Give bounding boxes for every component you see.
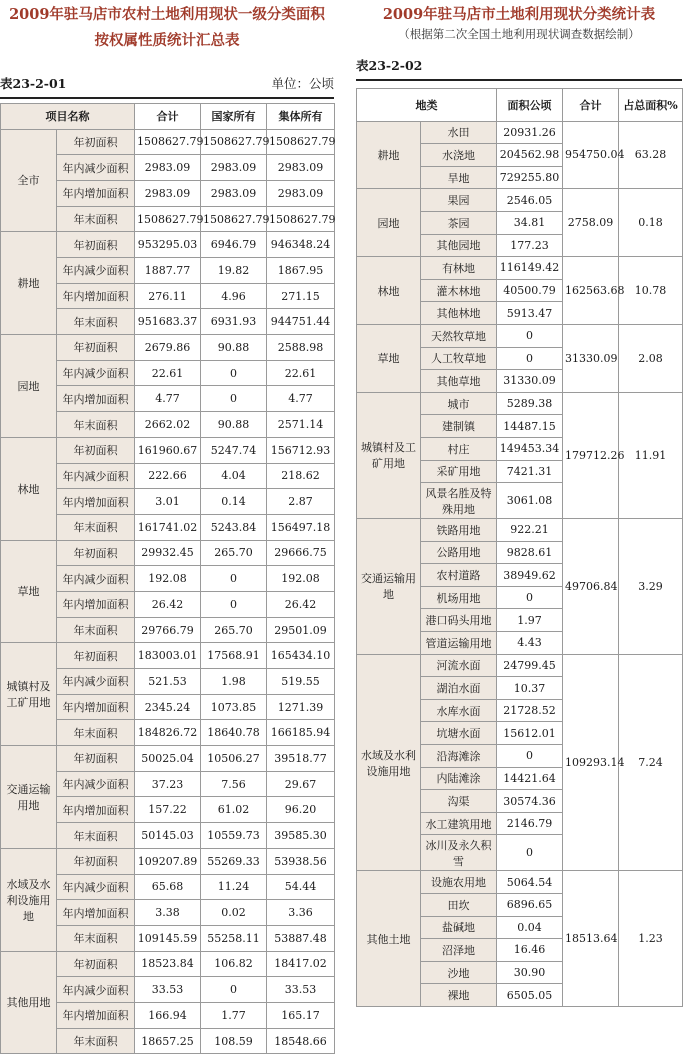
subtype-cell: 有林地 [421,257,497,280]
item-cell: 年初面积 [57,540,135,566]
subtype-cell: 天然牧草地 [421,324,497,347]
value-cell: 166185.94 [267,720,335,746]
value-cell: 39518.77 [267,746,335,772]
item-cell: 年初面积 [57,643,135,669]
subtype-cell: 风景名胜及特殊用地 [421,483,497,519]
subtype-cell: 河流水面 [421,654,497,677]
table-row [1,746,335,772]
area-cell: 9828.61 [497,541,563,564]
right-header-cell: 合计 [563,88,619,121]
area-cell: 30.90 [497,961,563,984]
item-cell: 年初面积 [57,951,135,977]
item-cell: 年末面积 [57,925,135,951]
value-cell: 276.11 [135,283,201,309]
category-cell: 草地 [1,540,57,643]
value-cell: 2345.24 [135,694,201,720]
category-cell: 耕地 [357,121,421,189]
category-cell: 其他用地 [1,951,57,1054]
percent-cell: 0.18 [619,189,683,257]
value-cell: 50145.03 [135,823,201,849]
left-header-row [1,103,335,129]
left-header-cell: 集体所有 [267,103,335,129]
value-cell: 18548.66 [267,1028,335,1054]
value-cell: 1073.85 [201,694,267,720]
table-row [1,335,335,361]
subtype-cell: 水浇地 [421,144,497,167]
subtype-cell: 沿海滩涂 [421,745,497,768]
subtype-cell: 人工牧草地 [421,347,497,370]
value-cell: 0.02 [201,900,267,926]
value-cell: 90.88 [201,412,267,438]
subtype-cell: 灌木林地 [421,279,497,302]
left-title-line2: 按权属性质统计汇总表 [94,32,240,49]
area-cell: 922.21 [497,519,563,542]
value-cell: 29.67 [267,771,335,797]
value-cell: 6946.79 [201,232,267,258]
left-meta [0,72,334,94]
value-cell: 22.61 [267,360,335,386]
area-cell: 0 [497,347,563,370]
value-cell: 18640.78 [201,720,267,746]
subtype-cell: 村庄 [421,437,497,460]
value-cell: 4.77 [135,386,201,412]
area-cell: 4.43 [497,632,563,655]
area-cell: 204562.98 [497,144,563,167]
value-cell: 106.82 [201,951,267,977]
subtype-cell: 铁路用地 [421,519,497,542]
value-cell: 165.17 [267,1002,335,1028]
value-cell: 18657.25 [135,1028,201,1054]
value-cell: 156497.18 [267,514,335,540]
value-cell: 33.53 [135,977,201,1003]
value-cell: 5243.84 [201,514,267,540]
value-cell: 4.77 [267,386,335,412]
subtype-cell: 采矿用地 [421,460,497,483]
value-cell: 11.24 [201,874,267,900]
value-cell: 53887.48 [267,925,335,951]
subtype-cell: 坑塘水面 [421,722,497,745]
table-row [1,232,335,258]
total-cell: 31330.09 [563,324,619,392]
value-cell: 2983.09 [135,180,201,206]
percent-cell: 1.23 [619,871,683,1007]
item-cell: 年末面积 [57,309,135,335]
table-row [1,129,335,155]
area-cell: 0 [497,324,563,347]
subtype-cell: 沙地 [421,961,497,984]
subtype-cell: 沟渠 [421,790,497,813]
percent-cell: 3.29 [619,519,683,655]
item-cell: 年内增加面积 [57,489,135,515]
value-cell: 1887.77 [135,258,201,284]
left-panel [0,0,334,1054]
value-cell: 3.01 [135,489,201,515]
category-cell: 水域及水利设施用地 [1,848,57,951]
value-cell: 90.88 [201,335,267,361]
value-cell: 1271.39 [267,694,335,720]
area-cell: 5913.47 [497,302,563,325]
percent-cell: 11.91 [619,392,683,518]
value-cell: 22.61 [135,360,201,386]
right-panel [356,0,682,1007]
value-cell: 4.04 [201,463,267,489]
area-cell: 14421.64 [497,767,563,790]
value-cell: 1508627.79 [135,206,201,232]
item-cell: 年末面积 [57,720,135,746]
subtype-cell: 茶园 [421,211,497,234]
area-cell: 6896.65 [497,894,563,917]
value-cell: 946348.24 [267,232,335,258]
area-cell: 40500.79 [497,279,563,302]
subtype-cell: 管道运输用地 [421,632,497,655]
value-cell: 65.68 [135,874,201,900]
area-cell: 0.04 [497,916,563,939]
table-row [357,519,683,542]
value-cell: 29932.45 [135,540,201,566]
area-cell: 31330.09 [497,370,563,393]
value-cell: 2983.09 [201,180,267,206]
category-cell: 其他土地 [357,871,421,1007]
item-cell: 年末面积 [57,206,135,232]
value-cell: 55269.33 [201,848,267,874]
subtype-cell: 盐碱地 [421,916,497,939]
area-cell: 2546.05 [497,189,563,212]
value-cell: 55258.11 [201,925,267,951]
item-cell: 年内增加面积 [57,1002,135,1028]
value-cell: 165434.10 [267,643,335,669]
value-cell: 6931.93 [201,309,267,335]
value-cell: 192.08 [267,566,335,592]
value-cell: 109145.59 [135,925,201,951]
subtype-cell: 冰川及永久积雪 [421,835,497,871]
right-header-cell: 地类 [357,88,497,121]
area-cell: 15612.01 [497,722,563,745]
value-cell: 183003.01 [135,643,201,669]
item-cell: 年末面积 [57,617,135,643]
left-title-line1: 2009年驻马店市农村土地利用现状一级分类面积 [9,6,325,23]
subtype-cell: 设施农用地 [421,871,497,894]
area-cell: 16.46 [497,939,563,962]
left-header-cell: 项目名称 [1,103,135,129]
value-cell: 29501.09 [267,617,335,643]
value-cell: 18523.84 [135,951,201,977]
total-cell: 49706.84 [563,519,619,655]
value-cell: 109207.89 [135,848,201,874]
table-row [1,643,335,669]
area-cell: 5289.38 [497,392,563,415]
value-cell: 166.94 [135,1002,201,1028]
subtype-cell: 田坎 [421,894,497,917]
subtype-cell: 湖泊水面 [421,677,497,700]
area-cell: 0 [497,586,563,609]
value-cell: 2679.86 [135,335,201,361]
subtype-cell: 水田 [421,121,497,144]
item-cell: 年内减少面积 [57,669,135,695]
item-cell: 年内增加面积 [57,694,135,720]
total-cell: 954750.04 [563,121,619,189]
value-cell: 218.62 [267,463,335,489]
value-cell: 0 [201,386,267,412]
value-cell: 1508627.79 [267,129,335,155]
value-cell: 157.22 [135,797,201,823]
value-cell: 161741.02 [135,514,201,540]
value-cell: 29666.75 [267,540,335,566]
value-cell: 521.53 [135,669,201,695]
item-cell: 年内减少面积 [57,771,135,797]
value-cell: 33.53 [267,977,335,1003]
item-cell: 年初面积 [57,848,135,874]
total-cell: 109293.14 [563,654,619,871]
value-cell: 0 [201,977,267,1003]
value-cell: 61.02 [201,797,267,823]
value-cell: 2983.09 [135,155,201,181]
value-cell: 3.38 [135,900,201,926]
value-cell: 1508627.79 [267,206,335,232]
value-cell: 2983.09 [267,180,335,206]
area-cell: 6505.05 [497,984,563,1007]
subtype-cell: 机场用地 [421,586,497,609]
value-cell: 10506.27 [201,746,267,772]
area-cell: 3061.08 [497,483,563,519]
subtype-cell: 城市 [421,392,497,415]
category-cell: 交通运输用地 [357,519,421,655]
value-cell: 944751.44 [267,309,335,335]
value-cell: 265.70 [201,540,267,566]
table-row [357,121,683,144]
area-cell: 34.81 [497,211,563,234]
value-cell: 2983.09 [267,155,335,181]
table-row [357,392,683,415]
area-cell: 5064.54 [497,871,563,894]
right-header-cell: 占总面积% [619,88,683,121]
right-header-row [357,88,683,121]
value-cell: 3.36 [267,900,335,926]
table-row [1,848,335,874]
category-cell: 林地 [1,437,57,540]
value-cell: 37.23 [135,771,201,797]
value-cell: 0 [201,360,267,386]
category-cell: 园地 [357,189,421,257]
subtype-cell: 内陆滩涂 [421,767,497,790]
subtype-cell: 港口码头用地 [421,609,497,632]
value-cell: 156712.93 [267,437,335,463]
value-cell: 953295.03 [135,232,201,258]
subtype-cell: 水工建筑用地 [421,812,497,835]
subtype-cell: 果园 [421,189,497,212]
area-cell: 0 [497,835,563,871]
item-cell: 年初面积 [57,232,135,258]
value-cell: 0 [201,566,267,592]
item-cell: 年末面积 [57,823,135,849]
value-cell: 184826.72 [135,720,201,746]
value-cell: 2983.09 [201,155,267,181]
value-cell: 39585.30 [267,823,335,849]
table-row [357,257,683,280]
percent-cell: 10.78 [619,257,683,325]
item-cell: 年初面积 [57,437,135,463]
area-cell: 149453.34 [497,437,563,460]
total-cell: 18513.64 [563,871,619,1007]
item-cell: 年末面积 [57,514,135,540]
value-cell: 10559.73 [201,823,267,849]
item-cell: 年末面积 [57,412,135,438]
category-cell: 草地 [357,324,421,392]
area-cell: 14487.15 [497,415,563,438]
total-cell: 179712.26 [563,392,619,518]
item-cell: 年初面积 [57,129,135,155]
value-cell: 50025.04 [135,746,201,772]
value-cell: 18417.02 [267,951,335,977]
value-cell: 271.15 [267,283,335,309]
subtype-cell: 建制镇 [421,415,497,438]
area-cell: 2146.79 [497,812,563,835]
item-cell: 年初面积 [57,746,135,772]
value-cell: 2.87 [267,489,335,515]
item-cell: 年内增加面积 [57,283,135,309]
value-cell: 54.44 [267,874,335,900]
value-cell: 5247.74 [201,437,267,463]
value-cell: 1508627.79 [135,129,201,155]
area-cell: 20931.26 [497,121,563,144]
percent-cell: 7.24 [619,654,683,871]
value-cell: 19.82 [201,258,267,284]
value-cell: 1867.95 [267,258,335,284]
value-cell: 1.77 [201,1002,267,1028]
area-cell: 7421.31 [497,460,563,483]
left-unit: 单位：公顷 [271,76,334,91]
value-cell: 1508627.79 [201,206,267,232]
table-row [1,437,335,463]
table-row [357,324,683,347]
item-cell: 年内减少面积 [57,566,135,592]
value-cell: 2571.14 [267,412,335,438]
table-row [1,951,335,977]
item-cell: 年内减少面积 [57,977,135,1003]
subtype-cell: 水库水面 [421,699,497,722]
category-cell: 城镇村及工矿用地 [1,643,57,746]
value-cell: 265.70 [201,617,267,643]
value-cell: 2588.98 [267,335,335,361]
area-cell: 10.37 [497,677,563,700]
table-row [357,189,683,212]
category-cell: 林地 [357,257,421,325]
category-cell: 水域及水利设施用地 [357,654,421,871]
value-cell: 951683.37 [135,309,201,335]
area-cell: 24799.45 [497,654,563,677]
category-cell: 耕地 [1,232,57,335]
left-header-cell: 国家所有 [201,103,267,129]
area-cell: 30574.36 [497,790,563,813]
category-cell: 交通运输用地 [1,746,57,849]
table-row [357,871,683,894]
table-row [357,654,683,677]
item-cell: 年内减少面积 [57,360,135,386]
value-cell: 4.96 [201,283,267,309]
item-cell: 年内增加面积 [57,797,135,823]
subtype-cell: 旱地 [421,166,497,189]
subtype-cell: 公路用地 [421,541,497,564]
right-meta [356,54,682,76]
right-title-line2: （根据第二次全国土地利用现状调查数据绘制） [398,27,640,41]
value-cell: 53938.56 [267,848,335,874]
value-cell: 1508627.79 [201,129,267,155]
area-cell: 1.97 [497,609,563,632]
value-cell: 29766.79 [135,617,201,643]
item-cell: 年末面积 [57,1028,135,1054]
item-cell: 年初面积 [57,335,135,361]
area-cell: 116149.42 [497,257,563,280]
item-cell: 年内增加面积 [57,180,135,206]
area-cell: 21728.52 [497,699,563,722]
category-cell: 园地 [1,335,57,438]
item-cell: 年内增加面积 [57,386,135,412]
total-cell: 162563.68 [563,257,619,325]
value-cell: 0.14 [201,489,267,515]
item-cell: 年内增加面积 [57,900,135,926]
item-cell: 年内减少面积 [57,463,135,489]
subtype-cell: 其他草地 [421,370,497,393]
value-cell: 7.56 [201,771,267,797]
left-table-id: 表23-2-01 [0,76,67,91]
area-cell: 0 [497,745,563,768]
subtype-cell: 其他园地 [421,234,497,257]
percent-cell: 2.08 [619,324,683,392]
area-cell: 177.23 [497,234,563,257]
value-cell: 96.20 [267,797,335,823]
total-cell: 2758.09 [563,189,619,257]
value-cell: 519.55 [267,669,335,695]
subtype-cell: 农村道路 [421,564,497,587]
category-cell: 城镇村及工矿用地 [357,392,421,518]
value-cell: 2662.02 [135,412,201,438]
value-cell: 26.42 [267,591,335,617]
right-table [356,88,683,1007]
value-cell: 192.08 [135,566,201,592]
subtype-cell: 沼泽地 [421,939,497,962]
item-cell: 年内增加面积 [57,591,135,617]
left-table [0,103,335,1054]
subtype-cell: 其他林地 [421,302,497,325]
table-row [1,540,335,566]
subtype-cell: 裸地 [421,984,497,1007]
value-cell: 108.59 [201,1028,267,1054]
right-table-id: 表23-2-02 [356,58,423,73]
item-cell: 年内减少面积 [57,874,135,900]
area-cell: 38949.62 [497,564,563,587]
right-title-line1: 2009年驻马店市土地利用现状分类统计表 [382,6,656,23]
area-cell: 729255.80 [497,166,563,189]
value-cell: 1.98 [201,669,267,695]
value-cell: 26.42 [135,591,201,617]
category-cell: 全市 [1,129,57,232]
value-cell: 222.66 [135,463,201,489]
item-cell: 年内减少面积 [57,155,135,181]
value-cell: 0 [201,591,267,617]
value-cell: 161960.67 [135,437,201,463]
value-cell: 17568.91 [201,643,267,669]
left-header-cell: 合计 [135,103,201,129]
right-header-cell: 面积公顷 [497,88,563,121]
item-cell: 年内减少面积 [57,258,135,284]
percent-cell: 63.28 [619,121,683,189]
